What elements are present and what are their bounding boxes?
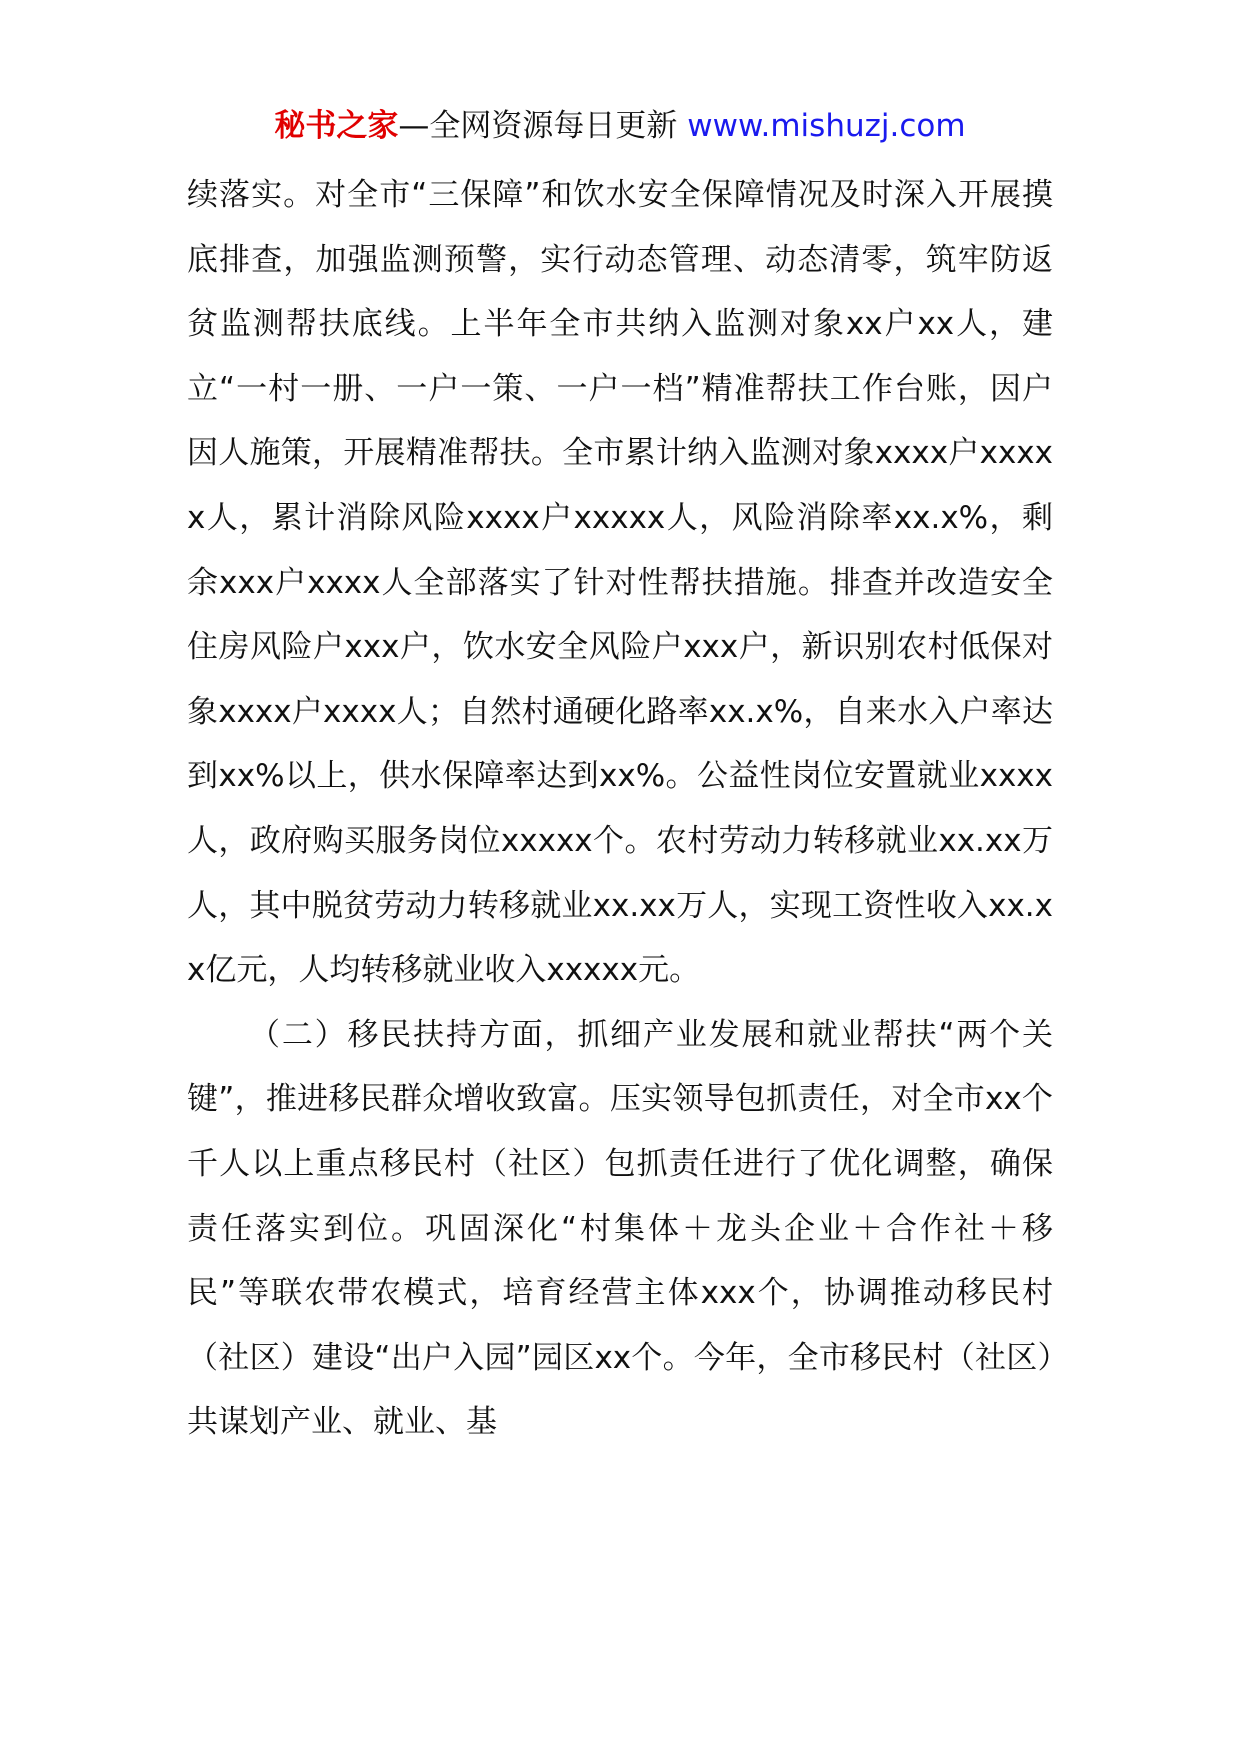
header-url-link[interactable]: www.mishuzj.com — [687, 108, 966, 144]
header-tagline: —全网资源每日更新 — [398, 108, 688, 144]
paragraph-continued: 续落实。对全市“三保障”和饮水安全保障情况及时深入开展摸底排查，加强监测预警，实行动态管理、动态清零，筑牢防返贫监测帮扶底线。上半年全市共纳入监测对象xx户xx人，建立“一村一册、一户一策、一户一档”精准帮扶工作台账，因户因人施策，开展精准帮扶。全市累计纳入监测对象xxxx户xxxxx人，累计消除风险xxxx户xxxxx人，风险消除率xx.x%，剩余xxx户xxxx人全部落实了针对性帮扶措施。排查并改造安全住房风险户xxx户，饮水安全风险户xxx户，新识别农村低保对象xxxx户xxxx人；自然村通硬化路率xx.x%，自来水入户率达到xx%以上，供水保障率达到xx%。公益性岗位安置就业xxxx人，政府购买服务岗位xxxxx个。农村劳动力转移就业xx.xx万人，其中脱贫劳动力转移就业xx.xx万人，实现工资性收入xx.xx亿元，人均转移就业收入xxxxx元。 — [187, 177, 1053, 989]
page-header — [0, 104, 1240, 148]
document-body — [187, 163, 1053, 1455]
header-brand: 秘书之家 — [274, 108, 399, 144]
paragraph-section-2: （二）移民扶持方面，抓细产业发展和就业帮扶“两个关键”，推进移民群众增收致富。压实领导包抓责任，对全市xx个千人以上重点移民村（社区）包抓责任进行了优化调整，确保责任落实到位。巩固深化“村集体＋龙头企业＋合作社＋移民”等联农带农模式，培育经营主体xxx个，协调推动移民村（社区）建设“出户入园”园区xx个。今年，全市移民村（社区）共谋划产业、就业、基 — [187, 1016, 1053, 1441]
